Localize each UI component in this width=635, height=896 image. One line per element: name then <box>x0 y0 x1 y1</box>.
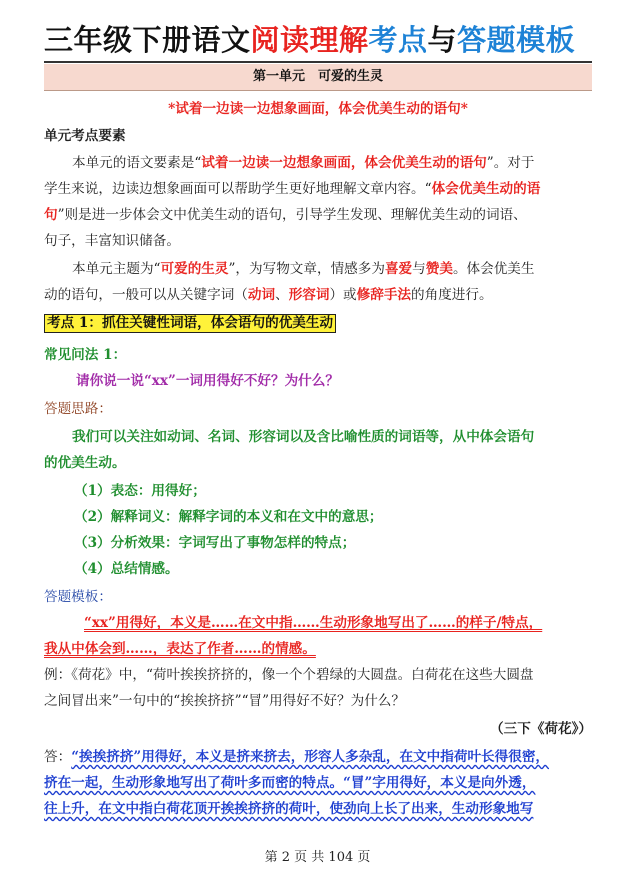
template-text: 我从中体会到……，表达了作者……的情感。 <box>44 641 316 657</box>
para1-highlight: 试着一边读一边想象画面，体会优美生动的语句 <box>201 155 487 171</box>
para2-text: ”，为写物文章，情感多为 <box>228 261 385 277</box>
step-1: （1）表态：用得好； <box>74 483 206 499</box>
template-text: “xx”用得好，本义是……在文中指……生动形象地写出了……的样子/特点， <box>84 615 543 631</box>
para1-text: 本单元的语文要素是“ <box>72 155 202 171</box>
answer-line1 <box>44 748 592 766</box>
para1-line3 <box>44 206 592 224</box>
para1-line4: 句子，丰富知识储备。 <box>44 233 180 249</box>
para1-line1 <box>44 154 592 172</box>
step-2: （2）解释词义：解释字词的本义和在文中的意思； <box>74 509 383 525</box>
para2-text: 的角度进行。 <box>411 287 493 303</box>
step-3: （3）分析效果：字词写出了事物怎样的特点； <box>74 535 356 551</box>
kaodian-row <box>44 314 592 333</box>
para1-text: 学生来说，边读边想象画面可以帮助学生更好地理解文章内容。“ <box>44 181 432 197</box>
common-question: 请你说一说“xx”一词用得好不好？为什么？ <box>76 373 339 389</box>
answer-text: 往上升，在文中指白荷花顶开挨挨挤挤的荷叶，使劲向上长了出来，生动形象地写 <box>44 801 534 817</box>
example-line2: 之间冒出来”一句中的“挨挨挤挤”“冒”用得好不好？为什么？ <box>44 693 405 709</box>
idea-line1: 我们可以关注如动词、名词、形容词以及含比喻性质的词语等，从中体会语句 <box>72 429 535 445</box>
page-footer: 第 2 页 共 104 页 <box>264 850 371 865</box>
title-divider <box>44 61 592 63</box>
document-title <box>44 18 592 62</box>
para2-highlight: 修辞手法 <box>356 287 412 303</box>
para1-line2 <box>44 180 592 198</box>
para2-line2 <box>44 286 592 304</box>
common-question-label: 常见问法 1： <box>44 347 127 363</box>
para2-text: 。体会优美生 <box>452 261 535 277</box>
para2-highlight: 动词 <box>247 287 276 303</box>
para1-highlight: 句 <box>44 207 58 223</box>
para1-highlight: 体会优美生动的语 <box>431 181 541 197</box>
para2-highlight: 可爱的生灵 <box>160 261 229 277</box>
template-line1 <box>44 614 592 632</box>
template-label: 答题模板： <box>44 589 112 605</box>
title-part-kaodian: 考点 <box>368 23 428 57</box>
step-4: （4）总结情感。 <box>74 561 179 577</box>
para2-highlight: 形容词 <box>288 287 330 303</box>
answer-label: 答： <box>44 749 72 765</box>
para1-text: ”。对于 <box>486 155 535 171</box>
title-part-reading: 阅读理解 <box>250 23 369 57</box>
subtitle-text: *试着一边读一边想象画面，体会优美生动的语句* <box>168 101 468 117</box>
para2-text: 动的语句，一般可以从关键字词（ <box>44 287 248 303</box>
answer-line2 <box>44 774 592 792</box>
para2-text: 、 <box>275 287 289 303</box>
kaodian-box: 考点 1：抓住关键性词语，体会语句的优美生动 <box>44 314 336 333</box>
answer-text: “挨挨挤挤”用得好，本义是挤来挤去，形容人多杂乱，在文中指荷叶长得很密， <box>71 749 550 765</box>
para2-highlight: 喜爱 <box>384 261 413 277</box>
title-part-grade: 三年级下册语文 <box>44 23 251 57</box>
answer-line3 <box>44 800 592 818</box>
para2-text: ）或 <box>329 287 357 303</box>
example-line1: 例：《荷花》中，“荷叶挨挨挤挤的，像一个个碧绿的大圆盘。白荷花在这些大圆盘 <box>44 667 534 683</box>
answer-text: 挤在一起，生动形象地写出了荷叶多而密的特点。“冒”字用得好，本义是向外透， <box>44 775 536 791</box>
section-heading: 单元考点要素 <box>44 128 126 144</box>
idea-line2: 的优美生动。 <box>44 455 126 471</box>
unit-heading: 第一单元 可爱的生灵 <box>44 64 592 91</box>
example-source: （三下《荷花》） <box>490 721 592 737</box>
unit-subtitle <box>44 100 592 118</box>
template-line2 <box>44 640 592 658</box>
para2-highlight: 赞美 <box>425 261 453 277</box>
title-part-template: 答题模板 <box>457 23 576 57</box>
title-part-and: 与 <box>427 23 458 57</box>
para1-text: ”则是进一步体会文中优美生动的语句，引导学生发现、理解优美生动的词语、 <box>57 207 527 223</box>
para2-line1 <box>44 260 592 278</box>
para2-text: 与 <box>412 261 426 277</box>
idea-label: 答题思路： <box>44 401 112 417</box>
para2-text: 本单元主题为“ <box>72 261 161 277</box>
